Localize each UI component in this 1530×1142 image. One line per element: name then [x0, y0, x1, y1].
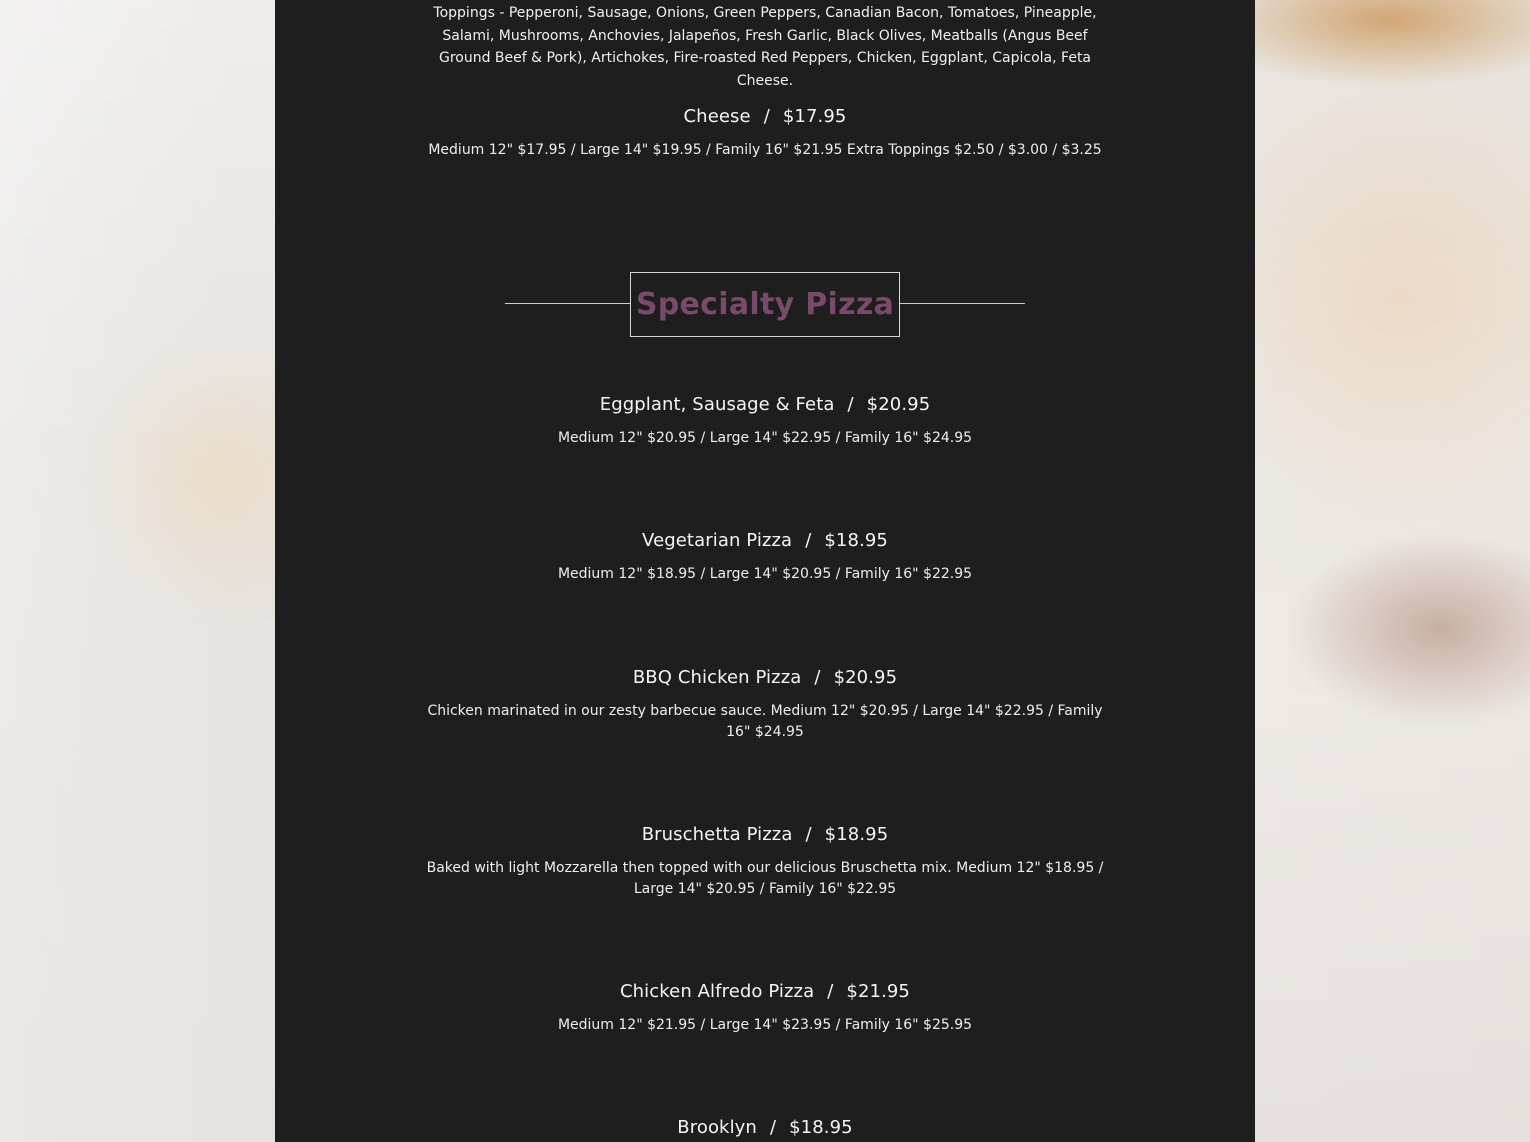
- menu-item-price: $17.95: [782, 106, 847, 127]
- menu-item-name: Eggplant, Sausage & Feta: [599, 394, 835, 415]
- menu-item-title: [415, 823, 1115, 847]
- toppings-description: Toppings - Pepperoni, Sausage, Onions, Green Peppers, Canadian Bacon, Tomatoes, Pineapple, Salami, Mushrooms, Anchovies, Jalapeños, Fresh Garlic, Black Olives, Meatballs (Angus Beef Ground Beef & Pork), Artichokes, Fire-roasted Red Peppers, Chicken, Eggplant, Capicola, Feta Cheese.: [433, 5, 1097, 89]
- menu-item-name: BBQ Chicken Pizza: [632, 667, 802, 688]
- background-left-decoration: [0, 0, 275, 1142]
- menu-item-separator: /: [827, 981, 834, 1002]
- section-title: Specialty Pizza: [635, 287, 895, 322]
- menu-item-title: [415, 980, 1115, 1004]
- menu-item-eggplant-sausage-feta: [415, 393, 1115, 449]
- menu-item-price: $18.95: [824, 824, 889, 845]
- menu-item-description: Baked with light Mozzarella then topped with our delicious Bruschetta mix. Medium 12" $18.95 / Large 14" $20.95 / Family 16" $22.95: [426, 860, 1104, 897]
- menu-item-brooklyn: [415, 1116, 1115, 1140]
- menu-item-title: [415, 1116, 1115, 1140]
- heading-box: [630, 272, 900, 337]
- menu-item-price: $20.95: [866, 394, 931, 415]
- section-heading-specialty-pizza: [505, 272, 1025, 337]
- menu-item-price: $18.95: [789, 1117, 853, 1138]
- menu-item-separator: /: [763, 106, 770, 127]
- menu-item-description: Medium 12" $21.95 / Large 14" $23.95 / Family 16" $25.95: [557, 1017, 973, 1033]
- background-right-decoration: [1255, 0, 1530, 1142]
- menu-item-price: $21.95: [846, 981, 910, 1002]
- menu-item-bbq-chicken-pizza: [415, 666, 1115, 743]
- menu-item-title: [415, 666, 1115, 690]
- menu-item-name: Chicken Alfredo Pizza: [619, 981, 815, 1002]
- menu-item-cheese: [415, 105, 1115, 161]
- menu-item-separator: /: [805, 824, 812, 845]
- heading-divider-right: [900, 303, 1025, 304]
- menu-item-separator: /: [805, 530, 812, 551]
- menu-item-separator: /: [847, 394, 854, 415]
- menu-item-name: Vegetarian Pizza: [642, 530, 793, 551]
- menu-item-separator: /: [814, 667, 821, 688]
- menu-item-description: Medium 12" $17.95 / Large 14" $19.95 / Family 16" $21.95 Extra Toppings $2.50 / $3.00 / $3.25: [428, 142, 1102, 158]
- menu-item-name: Bruschetta Pizza: [641, 824, 793, 845]
- menu-item-price: $18.95: [824, 530, 888, 551]
- menu-item-description: Medium 12" $18.95 / Large 14" $20.95 / Family 16" $22.95: [557, 566, 973, 582]
- menu-item-title: [415, 393, 1115, 417]
- menu-item-name: Brooklyn: [677, 1117, 757, 1138]
- menu-item-bruschetta-pizza: [415, 823, 1115, 900]
- menu-item-vegetarian-pizza: [415, 529, 1115, 585]
- menu-item-separator: /: [769, 1117, 777, 1138]
- menu-item-name: Cheese: [683, 106, 751, 127]
- menu-item-price: $20.95: [833, 667, 898, 688]
- menu-item-title: [415, 529, 1115, 553]
- menu-item-chicken-alfredo-pizza: [415, 980, 1115, 1036]
- menu-item-title: [415, 105, 1115, 129]
- menu-item-description: Chicken marinated in our zesty barbecue sauce. Medium 12" $20.95 / Large 14" $22.95 / Family 16" $24.95: [427, 703, 1103, 740]
- menu-panel: [275, 0, 1255, 1142]
- menu-item-description: Medium 12" $20.95 / Large 14" $22.95 / Family 16" $24.95: [557, 430, 973, 446]
- heading-divider-left: [505, 303, 630, 304]
